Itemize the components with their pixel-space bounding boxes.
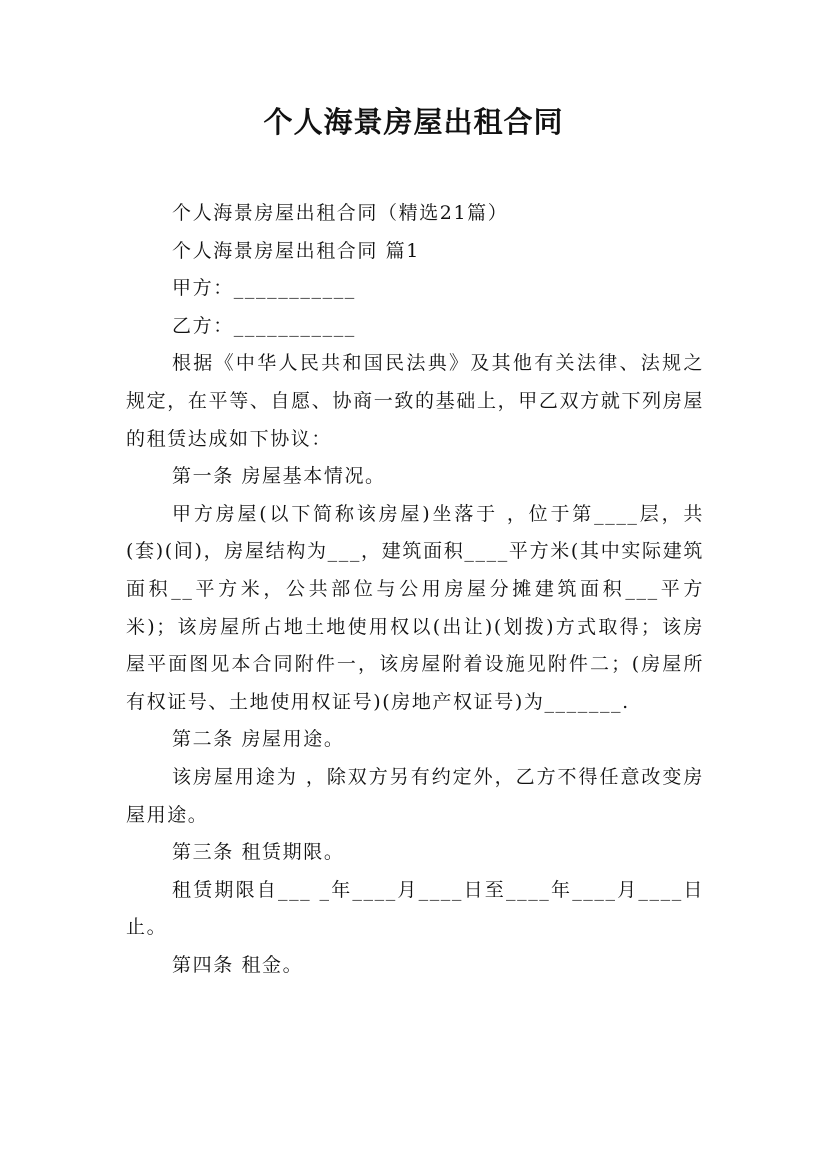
article-1-heading: 第一条 房屋基本情况。 bbox=[172, 465, 386, 488]
article-1-paragraph: 甲方房屋(以下简称该房屋)坐落于 ，位于第____层，共 (套)(间)，房屋结构为___，建筑面积____平方米(其中实际建筑面积__平方米，公共部位与公用房屋分摊建筑面积___平方米)；该房屋所占地土地使用权以(出让)(划拨)方式取得；该房屋平面图见本合同附件一，该房屋附着设施见附件二；(房屋所有权证号、土地使用权证号)(房地产权证号)为_______. bbox=[126, 502, 704, 713]
preamble-paragraph: 根据《中华人民共和国民法典》及其他有关法律、法规之规定，在平等、自愿、协商一致的基础上，甲乙双方就下列房屋的租赁达成如下协议： bbox=[126, 352, 704, 450]
article-3-paragraph: 租赁期限自___ _年____月____日至____年____月____日止。 bbox=[126, 878, 704, 939]
party-a-line: 甲方：___________ bbox=[172, 277, 356, 300]
article-2-heading: 第二条 房屋用途。 bbox=[172, 728, 345, 751]
article-2-paragraph: 该房屋用途为 ，除双方另有约定外，乙方不得任意改变房屋用途。 bbox=[126, 765, 704, 826]
subtitle-line: 个人海景房屋出租合同（精选21篇） bbox=[172, 202, 509, 224]
document-body bbox=[126, 195, 704, 984]
article-4-heading: 第四条 租金。 bbox=[172, 953, 304, 976]
section-heading: 个人海景房屋出租合同 篇1 bbox=[172, 239, 420, 262]
document-title: 个人海景房屋出租合同 bbox=[263, 105, 564, 139]
party-b-line: 乙方：___________ bbox=[172, 314, 356, 337]
article-3-heading: 第三条 租赁期限。 bbox=[172, 841, 345, 864]
